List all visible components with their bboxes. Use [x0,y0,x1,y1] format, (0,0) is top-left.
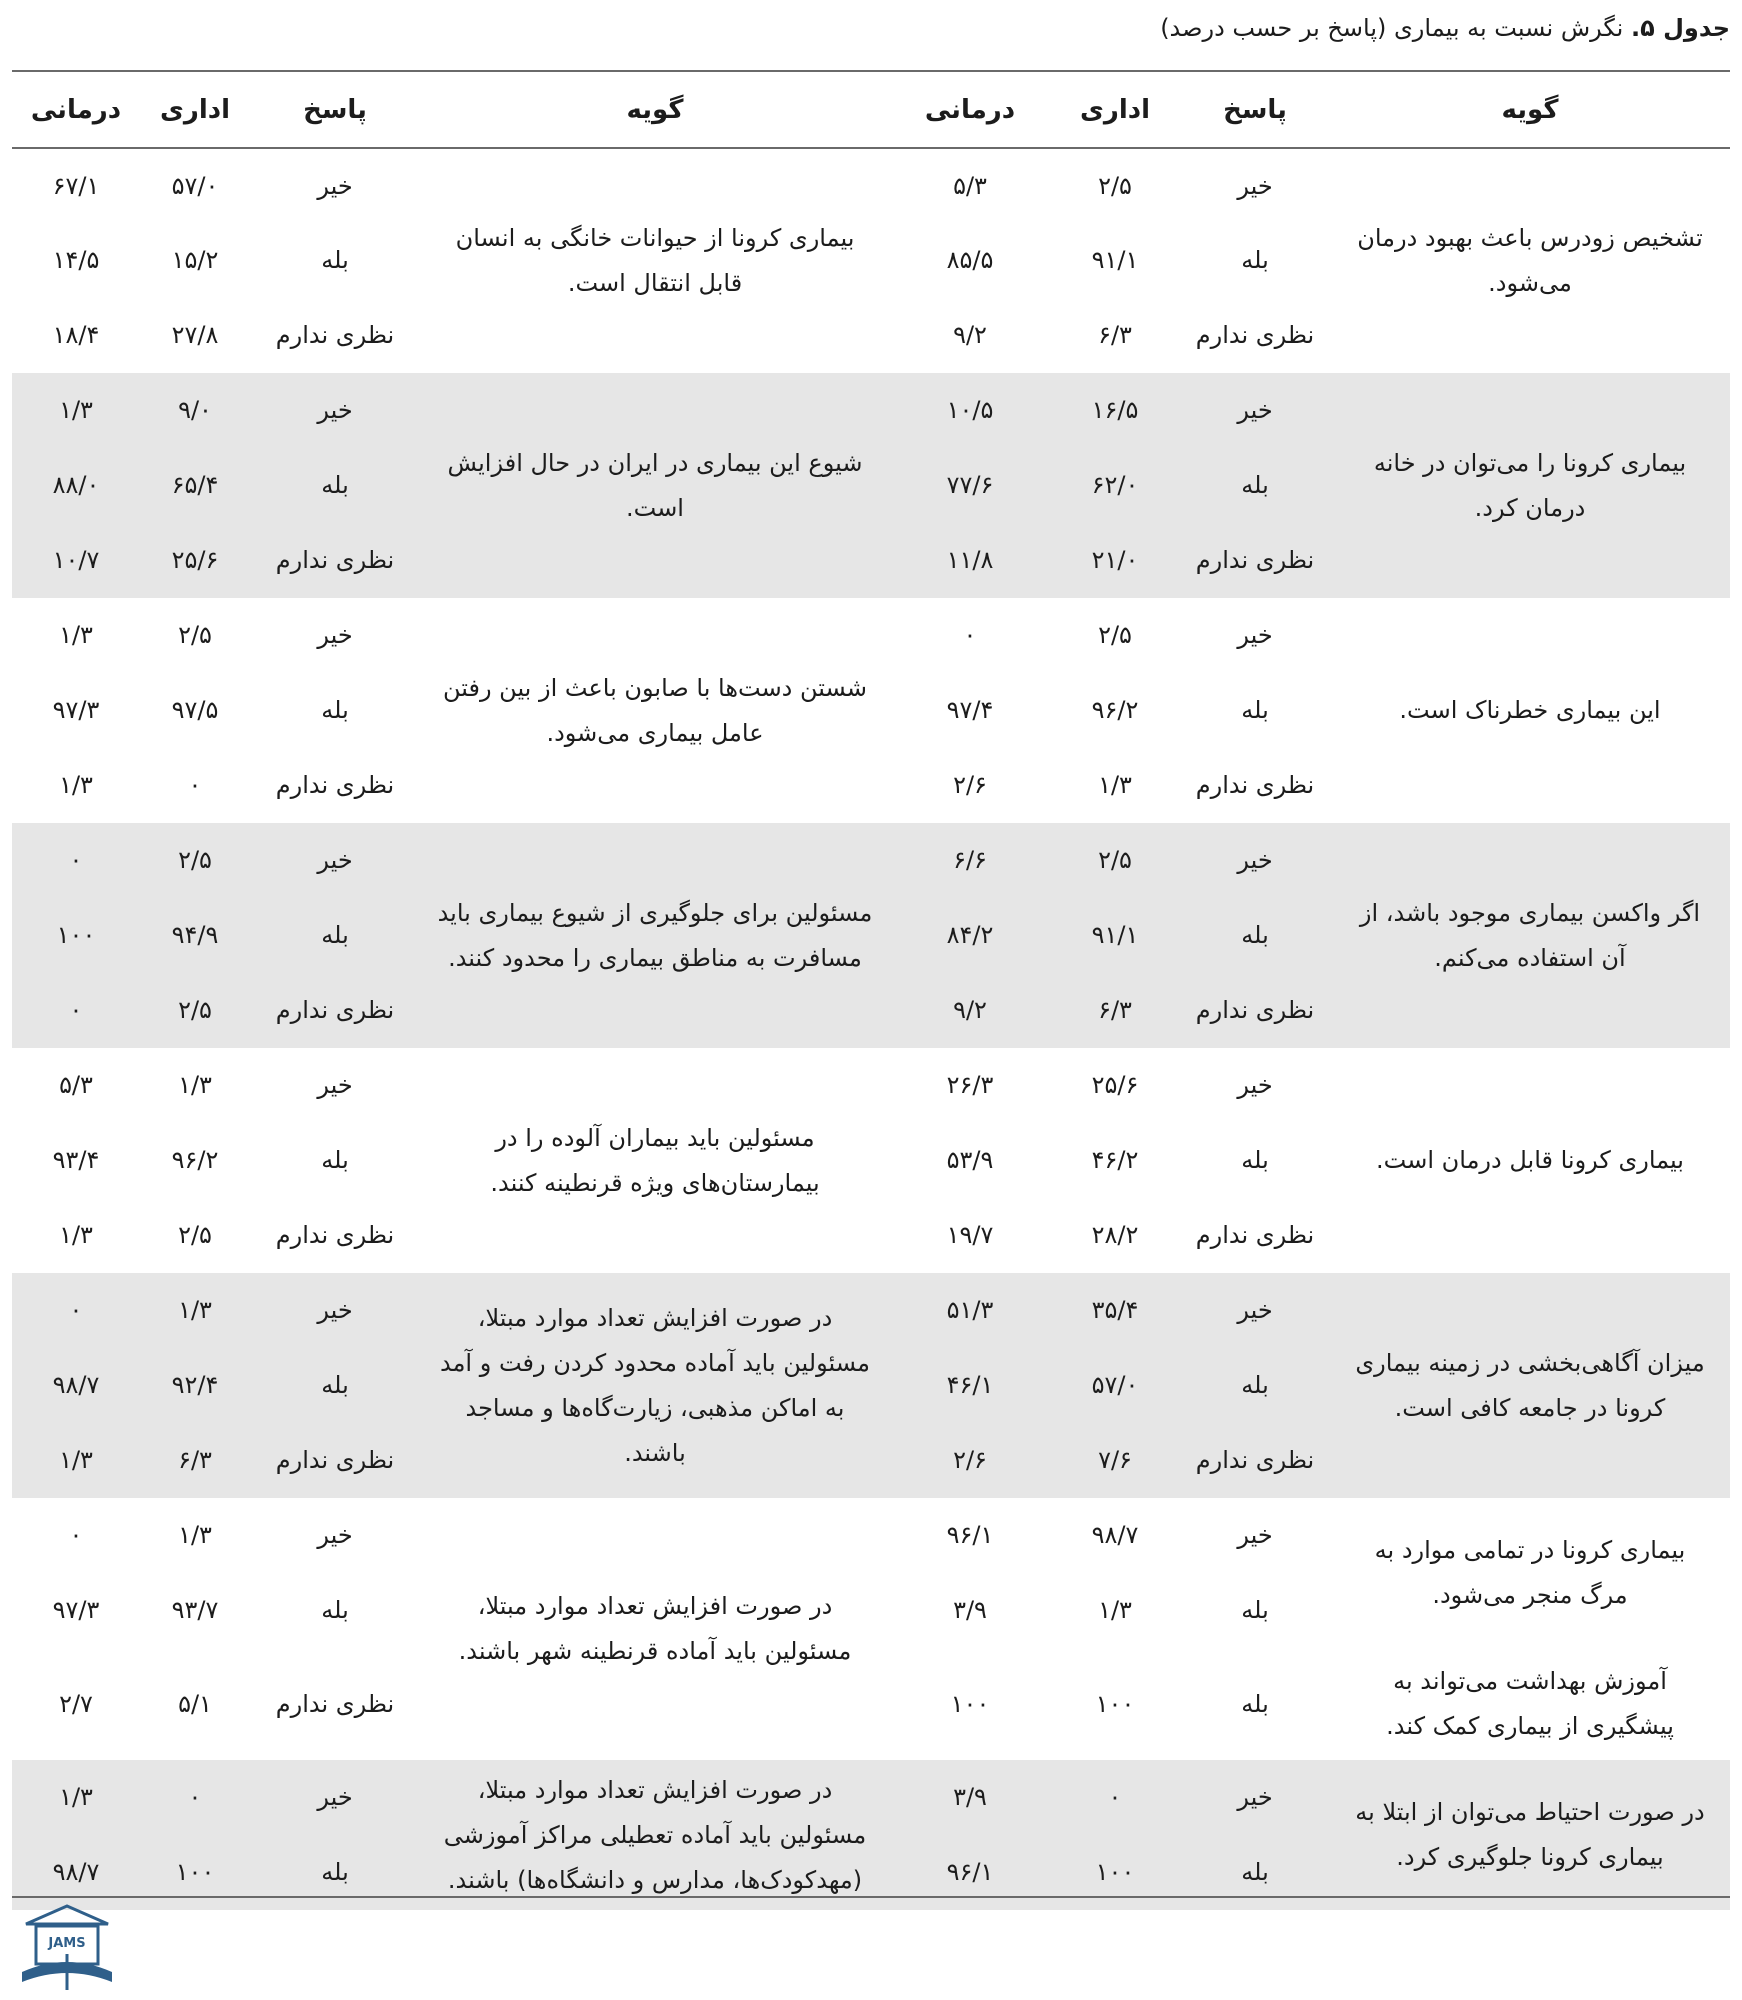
statement-left: شستن دست‌ها با صابون باعث از بین رفتن عامل بیماری می‌شود. [442,673,868,747]
admin-value: ۱۰۰ [1050,1835,1180,1910]
answer-cell: بله [321,246,349,274]
clinical-value: ۸۸/۰ [12,448,140,523]
answer-cell: نظری ندارم [250,523,420,598]
jams-logo-icon [12,1902,122,1994]
answer-cell: نظری ندارم [1180,523,1330,598]
clinical-value: ۵/۳ [59,1071,93,1099]
admin-value: ۵۷/۰ [1050,1348,1180,1423]
clinical-value: ۹۳/۴ [52,1146,100,1174]
answer-cell: بله [1241,1689,1269,1718]
clinical-value: ۱۱/۸ [890,523,1050,598]
clinical-value: ۲/۷ [59,1689,93,1718]
admin-value: ۲۱/۰ [1050,523,1180,598]
admin-value: ۰ [1050,1760,1180,1835]
answer-cell: بله [321,1596,349,1624]
table-row [12,1048,1730,1123]
clinical-value: ۱/۳ [59,1221,93,1249]
answer-cell: خیر [317,171,353,200]
clinical-value: ۱۰۰ [12,898,140,973]
admin-value: ۹۲/۴ [140,1348,250,1423]
table-row [12,148,1730,223]
clinical-value: ۹۶/۱ [890,1835,1050,1910]
admin-value: ۰ [140,1760,250,1835]
statement-left: مسئولین باید بیماران آلوده را در بیمارستان‌های ویژه قرنطینه کنند. [490,1123,820,1197]
admin-value: ۲/۵ [178,621,212,649]
answer-cell: بله [250,448,420,523]
header-statement-right: گویه [1330,71,1730,148]
admin-value: ۱/۳ [178,1071,212,1099]
admin-value: ۲/۵ [178,1221,212,1249]
header-admin-left: اداری [140,71,250,148]
clinical-value: ۹۷/۳ [52,696,100,724]
statement-right: میزان آگاهی‌بخشی در زمینه بیماری کرونا در جامعه کافی است. [1330,1273,1730,1498]
admin-value: ۶/۳ [1098,321,1132,349]
clinical-value: ۲/۶ [953,771,987,799]
clinical-value: ۱/۳ [12,1760,140,1835]
admin-value: ۲/۵ [140,823,250,898]
statement-right: آموزش بهداشت می‌تواند به پیشگیری از بیماری کمک کند. [1386,1667,1674,1740]
answer-cell: نظری ندارم [1195,771,1315,799]
admin-value: ۹۳/۷ [171,1596,219,1624]
admin-value: ۹۷/۵ [171,696,219,724]
admin-value: ۱/۳ [1098,771,1132,799]
clinical-value: ۲۶/۳ [946,1071,994,1099]
clinical-value: ۳/۹ [890,1760,1050,1835]
admin-value: ۹۴/۹ [140,898,250,973]
clinical-value: ۵۳/۹ [946,1146,994,1174]
clinical-value: ۱/۳ [59,621,93,649]
answer-cell: نظری ندارم [275,321,395,349]
answer-cell: نظری ندارم [275,771,395,799]
statement-right: بیماری کرونا را می‌توان در خانه درمان کرد. [1330,373,1730,598]
answer-cell: خیر [250,823,420,898]
admin-value: ۲۵/۶ [1091,1071,1139,1099]
clinical-value: ۱/۳ [59,771,93,799]
clinical-value: ۰ [12,973,140,1048]
caption-label: جدول ۵. [1630,14,1730,42]
statement-right: تشخیص زودرس باعث بهبود درمان می‌شود. [1357,224,1703,297]
admin-value: ۶/۳ [1050,973,1180,1048]
admin-value: ۱/۳ [178,1521,212,1549]
clinical-value: ۰ [963,621,977,649]
table-bottom-rule [12,1896,1730,1898]
admin-value: ۹/۰ [140,373,250,448]
admin-value: ۱۵/۲ [171,246,219,274]
clinical-value: ۹/۲ [890,973,1050,1048]
answer-cell: خیر [317,621,353,649]
answer-cell: بله [1241,696,1269,724]
table-caption [10,8,1730,48]
admin-value: ۶۵/۴ [140,448,250,523]
statement-left: شیوع این بیماری در ایران در حال افزایش است. [420,373,890,598]
clinical-value: ۸۵/۵ [946,246,994,274]
answer-cell: نظری ندارم [1180,1423,1330,1498]
clinical-value: ۰ [12,1273,140,1348]
statement-left: بیماری کرونا از حیوانات خانگی به انسان قابل انتقال است. [455,224,855,297]
admin-value: ۲/۵ [1098,171,1132,200]
statement-right: بیماری کرونا در تمامی موارد به مرگ منجر می‌شود. [1374,1536,1686,1609]
clinical-value: ۱/۳ [12,1423,140,1498]
clinical-value: ۷۷/۶ [890,448,1050,523]
admin-value: ۲۵/۶ [140,523,250,598]
header-statement-left: گویه [420,71,890,148]
answer-cell: نظری ندارم [1195,321,1315,349]
clinical-value: ۱۸/۴ [52,321,100,349]
table-row [12,1498,1730,1573]
answer-cell: بله [1241,246,1269,274]
answer-cell: نظری ندارم [1180,973,1330,1048]
logo-text: JAMS [48,1936,86,1951]
clinical-value: ۰ [69,1521,83,1549]
admin-value: ۵۷/۰ [171,171,219,200]
attitude-table [12,70,1730,1910]
clinical-value: ۴۶/۱ [890,1348,1050,1423]
answer-cell: بله [250,898,420,973]
table-row [12,1273,1730,1348]
admin-value: ۲/۵ [140,973,250,1048]
answer-cell: خیر [1180,823,1330,898]
clinical-value: ۱۹/۷ [946,1221,994,1249]
answer-cell: خیر [1237,621,1273,649]
clinical-value: ۹۸/۷ [12,1348,140,1423]
answer-cell: خیر [1180,1760,1330,1835]
header-row [12,71,1730,148]
answer-cell: بله [1180,1835,1330,1910]
statement-right: بیماری کرونا قابل درمان است. [1376,1146,1684,1174]
clinical-value: ۰ [12,823,140,898]
admin-value: ۲/۵ [1050,823,1180,898]
answer-cell: بله [1180,898,1330,973]
caption-text: نگرش نسبت به بیماری (پاسخ بر حسب درصد) [1160,14,1624,42]
admin-value: ۱/۳ [140,1273,250,1348]
table-row [12,373,1730,448]
answer-cell: نظری ندارم [250,973,420,1048]
admin-value: ۹۱/۱ [1050,898,1180,973]
admin-value: ۹۶/۲ [171,1146,219,1174]
header-answer-right: پاسخ [1180,71,1330,148]
admin-value: ۲۸/۲ [1091,1221,1139,1249]
answer-cell: نظری ندارم [250,1423,420,1498]
answer-cell: بله [321,1146,349,1174]
clinical-value: ۶/۶ [890,823,1050,898]
clinical-value: ۹۷/۳ [52,1596,100,1624]
admin-value: ۶۲/۰ [1050,448,1180,523]
admin-value: ۶/۳ [140,1423,250,1498]
answer-cell: خیر [250,1760,420,1835]
statement-left: در صورت افزایش تعداد موارد مبتلا، مسئولین باید آماده قرنطینه شهر باشند. [458,1592,852,1665]
clinical-value: ۵۱/۳ [890,1273,1050,1348]
answer-cell: بله [1180,1348,1330,1423]
clinical-value: ۱۰۰ [950,1689,990,1718]
table-body [12,148,1730,1910]
statement-right: این بیماری خطرناک است. [1399,696,1661,724]
admin-value: ۴۶/۲ [1091,1146,1139,1174]
clinical-value: ۲/۶ [890,1423,1050,1498]
statement-left: در صورت افزایش تعداد موارد مبتلا، مسئولین باید آماده محدود کردن رفت و آمد به اماکن مذهبی، زیارت‌گاه‌ها و مساجد باشند. [420,1273,890,1498]
clinical-value: ۹۶/۱ [946,1521,994,1549]
answer-cell: خیر [1180,373,1330,448]
statement-right: در صورت احتیاط می‌توان از ابتلا به بیماری کرونا جلوگیری کرد. [1330,1760,1730,1910]
answer-cell: خیر [250,373,420,448]
answer-cell: خیر [1237,1071,1273,1099]
header-admin-right: اداری [1050,71,1180,148]
answer-cell: نظری ندارم [275,1221,395,1249]
admin-value: ۲۷/۸ [171,321,219,349]
answer-cell: بله [1241,1596,1269,1624]
answer-cell: خیر [317,1521,353,1549]
statement-left: در صورت افزایش تعداد موارد مبتلا، مسئولین باید آماده تعطیلی مراکز آموزشی (مهدکودک‌ها، مدارس و دانشگاه‌ها) باشند. [420,1760,890,1910]
header-clinical-left: درمانی [12,71,140,148]
admin-value: ۱۰۰ [1095,1689,1135,1718]
answer-cell: بله [1180,448,1330,523]
answer-cell: خیر [317,1071,353,1099]
answer-cell: خیر [1237,171,1273,200]
admin-value: ۰ [188,771,202,799]
clinical-value: ۶۷/۱ [52,171,100,200]
answer-cell: خیر [1180,1273,1330,1348]
admin-value: ۵/۱ [178,1689,212,1718]
table-row [12,598,1730,673]
clinical-value: ۸۴/۲ [890,898,1050,973]
clinical-value: ۹۷/۴ [946,696,994,724]
answer-cell: بله [321,696,349,724]
header-answer-left: پاسخ [250,71,420,148]
admin-value: ۳۵/۴ [1050,1273,1180,1348]
statement-left: مسئولین برای جلوگیری از شیوع بیماری باید مسافرت به مناطق بیماری را محدود کنند. [420,823,890,1048]
clinical-value: ۱/۳ [12,373,140,448]
answer-cell: خیر [250,1273,420,1348]
clinical-value: ۱۰/۵ [890,373,1050,448]
clinical-value: ۹/۲ [953,321,987,349]
admin-value: ۲/۵ [1098,621,1132,649]
header-clinical-right: درمانی [890,71,1050,148]
clinical-value: ۱۴/۵ [52,246,100,274]
statement-right: اگر واکسن بیماری موجود باشد، از آن استفاده می‌کنم. [1330,823,1730,1048]
table-row [12,823,1730,898]
admin-value: ۹۱/۱ [1091,246,1139,274]
answer-cell: بله [250,1348,420,1423]
table-row [12,1760,1730,1835]
clinical-value: ۱۰/۷ [12,523,140,598]
clinical-value: ۵/۳ [953,171,987,200]
admin-value: ۹۸/۷ [1091,1521,1139,1549]
admin-value: ۱۶/۵ [1050,373,1180,448]
answer-cell: خیر [1237,1521,1273,1549]
answer-cell: بله [250,1835,420,1910]
admin-value: ۷/۶ [1050,1423,1180,1498]
answer-cell: نظری ندارم [1195,1221,1315,1249]
admin-value: ۱۰۰ [140,1835,250,1910]
clinical-value: ۹۸/۷ [12,1835,140,1910]
answer-cell: بله [1241,1146,1269,1174]
admin-value: ۱/۳ [1098,1596,1132,1624]
answer-cell: نظری ندارم [275,1689,395,1718]
admin-value: ۹۶/۲ [1091,696,1139,724]
clinical-value: ۳/۹ [953,1596,987,1624]
